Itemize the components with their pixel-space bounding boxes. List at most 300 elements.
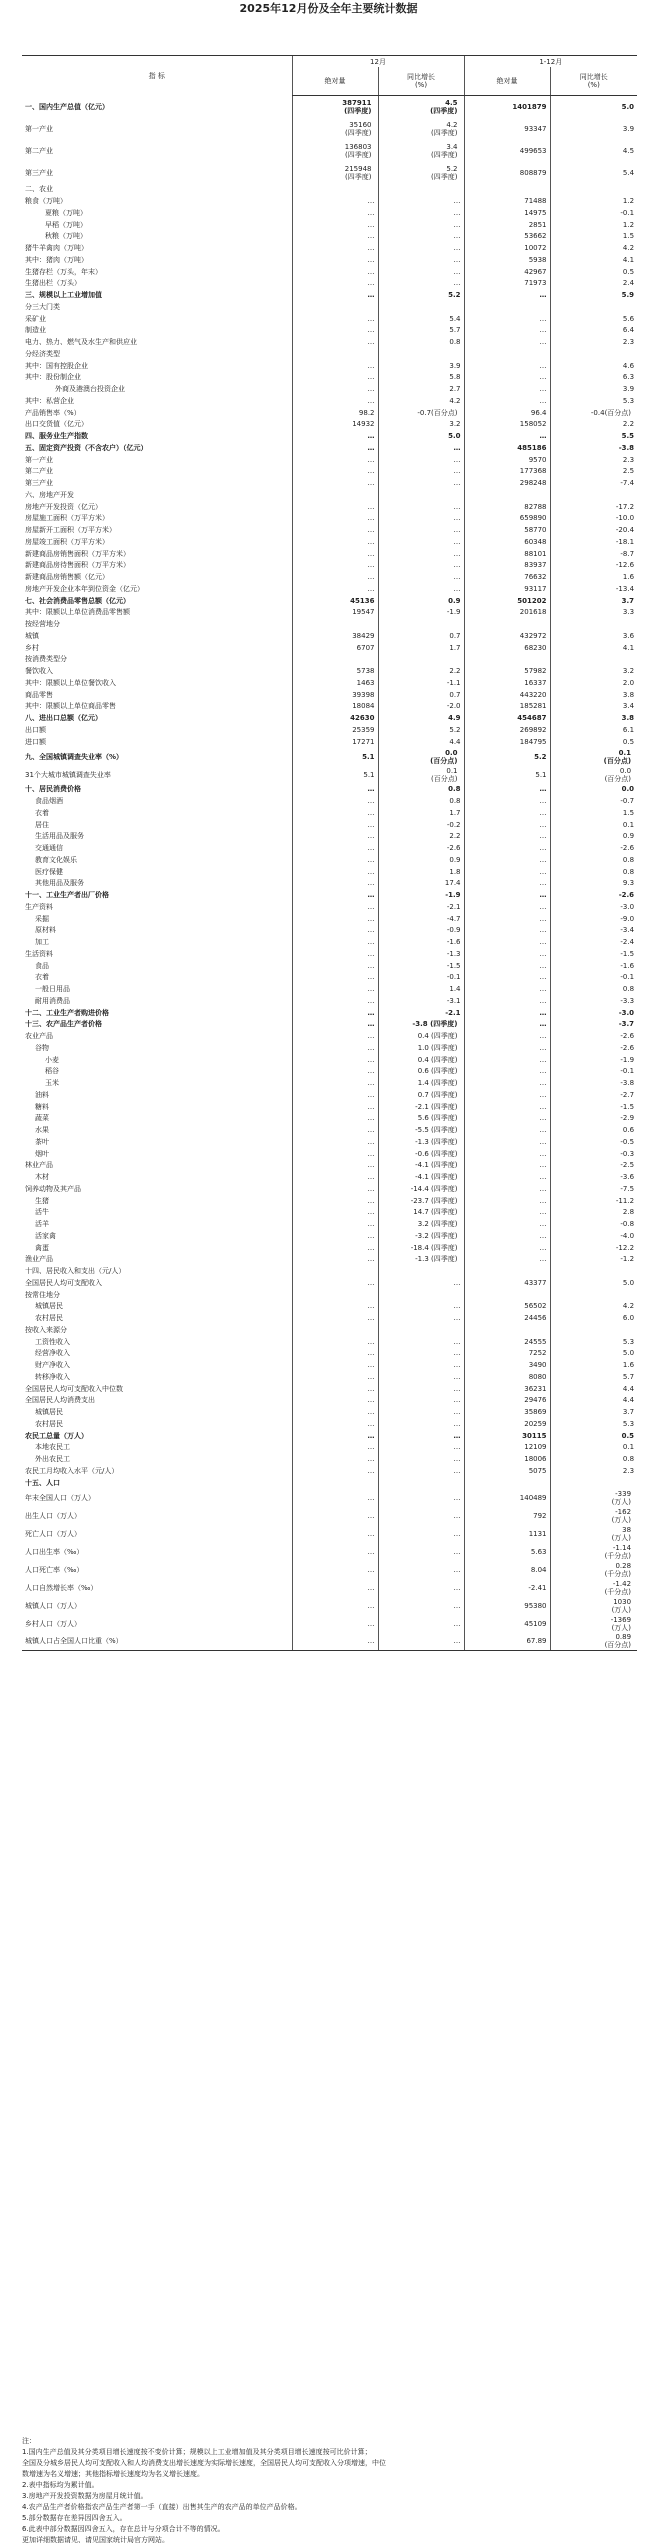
cell-dec-yoy: 5.2 (四季度) bbox=[378, 162, 464, 184]
cell-dec-abs: … bbox=[292, 1207, 378, 1219]
footnote-line: 4.农产品生产者价格指农产品生产者第一手（直接）出售其生产的农产品的单位产品价格。 bbox=[22, 2503, 302, 2511]
cell-ytd-yoy: 3.4 bbox=[550, 701, 637, 713]
cell-ytd-abs bbox=[464, 1289, 550, 1301]
cell-dec-yoy: … bbox=[378, 1418, 464, 1430]
footnote-line: 数增速为名义增速；其他指标增长速度均为名义增长速度。 bbox=[22, 2470, 204, 2478]
row-label: 小麦 bbox=[45, 1055, 59, 1064]
cell-ytd-abs: … bbox=[464, 1030, 550, 1042]
cell-dec-abs: … bbox=[292, 1442, 378, 1454]
cell-ytd-yoy: -1.5 bbox=[550, 948, 637, 960]
cell-dec-abs bbox=[292, 1265, 378, 1277]
cell-ytd-yoy bbox=[550, 618, 637, 630]
cell-dec-abs: … bbox=[292, 430, 378, 442]
cell-dec-abs: … bbox=[292, 254, 378, 266]
cell-dec-yoy: 0.8 bbox=[378, 336, 464, 348]
cell-ytd-abs: … bbox=[464, 1183, 550, 1195]
cell-ytd-abs: 499653 bbox=[464, 140, 550, 162]
cell-ytd-yoy: -2.5 bbox=[550, 1160, 637, 1172]
cell-ytd-yoy: 9.3 bbox=[550, 878, 637, 890]
table-row bbox=[22, 383, 637, 395]
cell-ytd-yoy: -2.6 bbox=[550, 889, 637, 901]
table-row bbox=[22, 677, 637, 689]
cell-dec-yoy bbox=[378, 1477, 464, 1489]
cell-ytd-yoy: -4.0 bbox=[550, 1230, 637, 1242]
cell-ytd-yoy: -2.6 bbox=[550, 1042, 637, 1054]
cell-ytd-yoy bbox=[550, 348, 637, 360]
cell-dec-abs: … bbox=[292, 536, 378, 548]
cell-ytd-abs: … bbox=[464, 960, 550, 972]
cell-ytd-yoy: 1.5 bbox=[550, 231, 637, 243]
table-row bbox=[22, 313, 637, 325]
row-label: 烟叶 bbox=[35, 1149, 49, 1158]
row-label: 商品零售 bbox=[25, 690, 53, 699]
cell-ytd-yoy: 5.3 bbox=[550, 1418, 637, 1430]
footnote-line: 注： bbox=[22, 2437, 36, 2445]
cell-ytd-abs: 93347 bbox=[464, 118, 550, 140]
cell-dec-abs bbox=[292, 1289, 378, 1301]
cell-dec-abs: … bbox=[292, 1543, 378, 1561]
cell-ytd-yoy: -3.8 bbox=[550, 1077, 637, 1089]
cell-ytd-yoy: -12.6 bbox=[550, 560, 637, 572]
cell-dec-yoy: 1.4 bbox=[378, 983, 464, 995]
table-row bbox=[22, 207, 637, 219]
cell-ytd-abs: 5.63 bbox=[464, 1543, 550, 1561]
cell-ytd-abs: 71488 bbox=[464, 195, 550, 207]
cell-dec-abs bbox=[292, 1324, 378, 1336]
cell-ytd-abs: … bbox=[464, 995, 550, 1007]
cell-dec-yoy: 0.8 bbox=[378, 784, 464, 796]
table-row bbox=[22, 1160, 637, 1172]
cell-dec-yoy: 14.7 (四季度) bbox=[378, 1207, 464, 1219]
cell-dec-yoy: 4.5 (四季度) bbox=[378, 96, 464, 118]
cell-ytd-yoy: 6.4 bbox=[550, 325, 637, 337]
cell-dec-abs: … bbox=[292, 1030, 378, 1042]
row-label: 其他用品及服务 bbox=[35, 879, 84, 888]
row-label: 乡村 bbox=[25, 643, 39, 652]
cell-ytd-abs: 1401879 bbox=[464, 96, 550, 118]
table-row bbox=[22, 925, 637, 937]
cell-ytd-yoy: 6.3 bbox=[550, 372, 637, 384]
cell-dec-yoy bbox=[378, 1324, 464, 1336]
cell-dec-abs: … bbox=[292, 1113, 378, 1125]
cell-dec-abs bbox=[292, 348, 378, 360]
cell-dec-yoy: 0.1 (百分点) bbox=[378, 766, 464, 784]
cell-ytd-abs: … bbox=[464, 925, 550, 937]
cell-ytd-abs: … bbox=[464, 1007, 550, 1019]
cell-ytd-abs: … bbox=[464, 289, 550, 301]
cell-ytd-yoy: 1.2 bbox=[550, 195, 637, 207]
cell-dec-yoy: … bbox=[378, 1348, 464, 1360]
cell-ytd-yoy: -1.5 bbox=[550, 1101, 637, 1113]
cell-ytd-abs: 808879 bbox=[464, 162, 550, 184]
cell-ytd-yoy: 3.7 bbox=[550, 595, 637, 607]
cell-ytd-yoy: -12.2 bbox=[550, 1242, 637, 1254]
cell-dec-yoy: -0.2 bbox=[378, 819, 464, 831]
cell-dec-yoy: … bbox=[378, 1453, 464, 1465]
cell-ytd-abs: … bbox=[464, 831, 550, 843]
cell-ytd-abs: 201618 bbox=[464, 607, 550, 619]
table-row bbox=[22, 948, 637, 960]
table-row bbox=[22, 595, 637, 607]
cell-ytd-yoy: -0.1 bbox=[550, 972, 637, 984]
cell-ytd-abs: … bbox=[464, 1160, 550, 1172]
cell-ytd-yoy: 3.9 bbox=[550, 118, 637, 140]
cell-dec-yoy: 0.8 bbox=[378, 795, 464, 807]
cell-ytd-abs: 14975 bbox=[464, 207, 550, 219]
cell-ytd-abs bbox=[464, 184, 550, 196]
table-row bbox=[22, 1489, 637, 1507]
cell-dec-abs: … bbox=[292, 948, 378, 960]
table-row bbox=[22, 889, 637, 901]
table-row bbox=[22, 972, 637, 984]
cell-dec-abs: 215948 (四季度) bbox=[292, 162, 378, 184]
row-label: 秋粮（万吨） bbox=[45, 232, 87, 241]
cell-dec-abs: … bbox=[292, 1579, 378, 1597]
cell-dec-yoy: 5.2 bbox=[378, 724, 464, 736]
cell-ytd-abs: 76632 bbox=[464, 571, 550, 583]
table-row bbox=[22, 807, 637, 819]
cell-dec-abs: … bbox=[292, 819, 378, 831]
cell-dec-abs: … bbox=[292, 795, 378, 807]
cell-ytd-yoy: 0.1 (百分点) bbox=[550, 748, 637, 766]
cell-dec-yoy: 1.0 (四季度) bbox=[378, 1042, 464, 1054]
table-row bbox=[22, 1030, 637, 1042]
cell-dec-abs: … bbox=[292, 1525, 378, 1543]
cell-dec-abs: … bbox=[292, 1089, 378, 1101]
cell-ytd-yoy: 5.6 bbox=[550, 313, 637, 325]
table-row bbox=[22, 301, 637, 313]
cell-dec-abs bbox=[292, 301, 378, 313]
cell-dec-abs: … bbox=[292, 1406, 378, 1418]
cell-ytd-yoy: 5.4 bbox=[550, 162, 637, 184]
cell-ytd-yoy bbox=[550, 1324, 637, 1336]
cell-dec-abs: … bbox=[292, 807, 378, 819]
cell-dec-abs: 42630 bbox=[292, 712, 378, 724]
cell-dec-abs: … bbox=[292, 1124, 378, 1136]
cell-dec-abs: … bbox=[292, 1183, 378, 1195]
cell-dec-yoy: 5.2 bbox=[378, 289, 464, 301]
table-row bbox=[22, 1579, 637, 1597]
cell-ytd-yoy: 5.3 bbox=[550, 1336, 637, 1348]
cell-dec-abs: … bbox=[292, 1066, 378, 1078]
cell-ytd-abs bbox=[464, 1324, 550, 1336]
cell-dec-yoy: -1.3 bbox=[378, 948, 464, 960]
table-row bbox=[22, 536, 637, 548]
cell-ytd-abs: 35869 bbox=[464, 1406, 550, 1418]
table-row bbox=[22, 1525, 637, 1543]
table-row bbox=[22, 1183, 637, 1195]
cell-ytd-yoy: 4.5 bbox=[550, 140, 637, 162]
table-row bbox=[22, 642, 637, 654]
cell-dec-yoy: 0.4 (四季度) bbox=[378, 1030, 464, 1042]
cell-ytd-abs: 30115 bbox=[464, 1430, 550, 1442]
cell-ytd-yoy: -0.4(百分点) bbox=[550, 407, 637, 419]
cell-ytd-yoy: 2.3 bbox=[550, 454, 637, 466]
table-row bbox=[22, 1230, 637, 1242]
cell-ytd-abs: 93117 bbox=[464, 583, 550, 595]
cell-dec-yoy: … bbox=[378, 583, 464, 595]
cell-ytd-abs bbox=[464, 1265, 550, 1277]
cell-ytd-abs: 67.89 bbox=[464, 1633, 550, 1651]
cell-ytd-abs: 2851 bbox=[464, 219, 550, 231]
header-period-december: 12月 bbox=[292, 56, 464, 68]
cell-ytd-yoy bbox=[550, 1477, 637, 1489]
table-row bbox=[22, 1359, 637, 1371]
cell-ytd-yoy: 6.1 bbox=[550, 724, 637, 736]
cell-ytd-abs: 71973 bbox=[464, 278, 550, 290]
row-label: 第三产业 bbox=[25, 479, 53, 488]
table-row bbox=[22, 1395, 637, 1407]
cell-ytd-abs: … bbox=[464, 1136, 550, 1148]
cell-ytd-abs: … bbox=[464, 972, 550, 984]
cell-dec-abs: … bbox=[292, 207, 378, 219]
row-label: 六、房地产开发 bbox=[25, 490, 74, 499]
document-title: 2025年12月份及全年主要统计数据 bbox=[239, 2, 418, 15]
cell-ytd-yoy: -3.7 bbox=[550, 1019, 637, 1031]
row-label: 制造业 bbox=[25, 326, 46, 335]
cell-dec-yoy: 5.8 bbox=[378, 372, 464, 384]
cell-ytd-yoy bbox=[550, 654, 637, 666]
cell-dec-abs bbox=[292, 489, 378, 501]
stats-table bbox=[22, 55, 637, 1651]
cell-ytd-abs: 29476 bbox=[464, 1395, 550, 1407]
cell-dec-abs: 6707 bbox=[292, 642, 378, 654]
cell-ytd-abs: … bbox=[464, 1054, 550, 1066]
cell-ytd-yoy: -3.4 bbox=[550, 925, 637, 937]
cell-ytd-abs: … bbox=[464, 983, 550, 995]
row-label: 房地产开发企业本年到位资金（亿元） bbox=[25, 584, 144, 593]
cell-ytd-yoy: 4.4 bbox=[550, 1395, 637, 1407]
cell-dec-abs: … bbox=[292, 842, 378, 854]
cell-ytd-abs: … bbox=[464, 901, 550, 913]
row-label: 其中：私营企业 bbox=[25, 396, 74, 405]
table-row bbox=[22, 866, 637, 878]
cell-dec-yoy: 17.4 bbox=[378, 878, 464, 890]
table-row bbox=[22, 348, 637, 360]
table-row bbox=[22, 1336, 637, 1348]
table-row bbox=[22, 1195, 637, 1207]
table-row bbox=[22, 901, 637, 913]
table-row bbox=[22, 560, 637, 572]
cell-dec-abs: … bbox=[292, 583, 378, 595]
cell-dec-abs bbox=[292, 618, 378, 630]
cell-ytd-abs: -2.41 bbox=[464, 1579, 550, 1597]
row-label: 房屋竣工面积（万平方米） bbox=[25, 537, 109, 546]
row-label: 外商及港澳台投资企业 bbox=[55, 385, 125, 394]
cell-ytd-abs: 53662 bbox=[464, 231, 550, 243]
table-row bbox=[22, 442, 637, 454]
row-label: 生猪存栏（万头，年末） bbox=[25, 267, 102, 276]
cell-ytd-abs: … bbox=[464, 854, 550, 866]
cell-ytd-abs: 95380 bbox=[464, 1597, 550, 1615]
cell-dec-abs: 25359 bbox=[292, 724, 378, 736]
table-row bbox=[22, 1371, 637, 1383]
cell-ytd-yoy: 5.0 bbox=[550, 1277, 637, 1289]
cell-ytd-yoy: -1.14 (千分点) bbox=[550, 1543, 637, 1561]
cell-ytd-yoy: 2.8 bbox=[550, 1207, 637, 1219]
cell-dec-abs: … bbox=[292, 1633, 378, 1651]
cell-ytd-yoy: -2.6 bbox=[550, 1030, 637, 1042]
cell-ytd-yoy: -0.8 bbox=[550, 1218, 637, 1230]
cell-dec-yoy: … bbox=[378, 1507, 464, 1525]
cell-ytd-abs: 20259 bbox=[464, 1418, 550, 1430]
header-abs-2: 绝对量 bbox=[464, 67, 550, 96]
row-label: 其中：限额以上单位消费品零售额 bbox=[25, 608, 130, 617]
row-label: 采矿业 bbox=[25, 314, 46, 323]
footnote-line: 6.此表中部分数据因四舍五入，存在总计与分项合计不等的情况。 bbox=[22, 2525, 225, 2533]
cell-dec-abs: … bbox=[292, 1042, 378, 1054]
row-label: 农村居民 bbox=[35, 1314, 63, 1323]
cell-dec-yoy: -3.2 (四季度) bbox=[378, 1230, 464, 1242]
row-label: 林业产品 bbox=[25, 1161, 53, 1170]
cell-dec-yoy: 4.9 bbox=[378, 712, 464, 724]
cell-dec-yoy: 5.0 bbox=[378, 430, 464, 442]
cell-ytd-yoy: -162 (万人) bbox=[550, 1507, 637, 1525]
cell-ytd-abs: … bbox=[464, 395, 550, 407]
cell-ytd-abs: 96.4 bbox=[464, 407, 550, 419]
cell-ytd-abs: 158052 bbox=[464, 419, 550, 431]
cell-dec-abs: … bbox=[292, 1195, 378, 1207]
table-row bbox=[22, 1507, 637, 1525]
cell-ytd-abs: 432972 bbox=[464, 630, 550, 642]
row-label: 外出农民工 bbox=[35, 1455, 70, 1464]
cell-ytd-abs: … bbox=[464, 1218, 550, 1230]
cell-ytd-abs bbox=[464, 1477, 550, 1489]
cell-dec-yoy: -1.1 bbox=[378, 677, 464, 689]
row-label: 城镇人口（万人） bbox=[25, 1601, 81, 1610]
table-row bbox=[22, 96, 637, 118]
row-label: 十、居民消费价格 bbox=[25, 785, 81, 794]
cell-ytd-abs: … bbox=[464, 819, 550, 831]
cell-dec-abs: … bbox=[292, 1489, 378, 1507]
row-label: 生活资料 bbox=[25, 949, 53, 958]
table-row bbox=[22, 1615, 637, 1633]
cell-dec-yoy: -1.3 (四季度) bbox=[378, 1254, 464, 1266]
cell-ytd-abs bbox=[464, 301, 550, 313]
cell-dec-abs: … bbox=[292, 548, 378, 560]
cell-dec-yoy: … bbox=[378, 1489, 464, 1507]
row-label: 本地农民工 bbox=[35, 1443, 70, 1452]
cell-ytd-abs: … bbox=[464, 383, 550, 395]
cell-dec-yoy: … bbox=[378, 1371, 464, 1383]
table-row bbox=[22, 831, 637, 843]
table-row bbox=[22, 795, 637, 807]
table-row bbox=[22, 477, 637, 489]
row-label: 全国居民人均可支配收入 bbox=[25, 1278, 102, 1287]
cell-ytd-abs: 43377 bbox=[464, 1277, 550, 1289]
table-row bbox=[22, 1348, 637, 1360]
cell-dec-yoy bbox=[378, 301, 464, 313]
table-row bbox=[22, 1418, 637, 1430]
cell-ytd-yoy: -0.5 bbox=[550, 1136, 637, 1148]
row-label: 五、固定资产投资（不含农户）（亿元） bbox=[25, 443, 148, 452]
table-row bbox=[22, 325, 637, 337]
cell-ytd-abs: … bbox=[464, 795, 550, 807]
cell-dec-abs: … bbox=[292, 195, 378, 207]
cell-dec-yoy: … bbox=[378, 1395, 464, 1407]
cell-ytd-yoy: 0.1 bbox=[550, 1442, 637, 1454]
cell-ytd-abs: … bbox=[464, 1230, 550, 1242]
header-yoy-2: 同比增长 (%) bbox=[550, 67, 637, 96]
cell-dec-yoy: … bbox=[378, 1277, 464, 1289]
row-label: 食品烟酒 bbox=[35, 797, 63, 806]
cell-dec-yoy: … bbox=[378, 1383, 464, 1395]
cell-ytd-yoy: 3.9 bbox=[550, 383, 637, 395]
table-row bbox=[22, 1301, 637, 1313]
cell-ytd-yoy: 0.89 (百分点) bbox=[550, 1633, 637, 1651]
cell-dec-abs: … bbox=[292, 1312, 378, 1324]
cell-ytd-abs: 298248 bbox=[464, 477, 550, 489]
table-row bbox=[22, 784, 637, 796]
cell-dec-yoy bbox=[378, 1265, 464, 1277]
cell-dec-yoy: 0.7 (四季度) bbox=[378, 1089, 464, 1101]
cell-dec-yoy: -1.9 bbox=[378, 607, 464, 619]
row-label: 电力、热力、燃气及水生产和供应业 bbox=[25, 338, 137, 347]
row-label: 农民工月均收入水平（元/人） bbox=[25, 1466, 119, 1475]
cell-ytd-abs: 8.04 bbox=[464, 1561, 550, 1579]
table-row bbox=[22, 1383, 637, 1395]
table-row bbox=[22, 336, 637, 348]
cell-dec-yoy: -3.1 bbox=[378, 995, 464, 1007]
cell-ytd-yoy: -0.1 bbox=[550, 1066, 637, 1078]
row-label: 按收入来源分 bbox=[25, 1325, 67, 1334]
cell-dec-yoy: 0.4 (四季度) bbox=[378, 1054, 464, 1066]
cell-ytd-yoy: 0.8 bbox=[550, 983, 637, 995]
row-label: 第二产业 bbox=[25, 146, 53, 155]
cell-dec-abs: … bbox=[292, 1160, 378, 1172]
cell-dec-yoy: -5.5 (四季度) bbox=[378, 1124, 464, 1136]
row-label: 蔬菜 bbox=[35, 1114, 49, 1123]
footnote-line: 5.部分数据存在差异因四舍五入。 bbox=[22, 2514, 127, 2522]
cell-ytd-yoy: -7.4 bbox=[550, 477, 637, 489]
cell-dec-yoy: -4.7 bbox=[378, 913, 464, 925]
cell-dec-yoy: -4.1 (四季度) bbox=[378, 1160, 464, 1172]
cell-dec-yoy: … bbox=[378, 1465, 464, 1477]
table-row bbox=[22, 195, 637, 207]
cell-dec-abs bbox=[292, 1477, 378, 1489]
cell-dec-abs: … bbox=[292, 1054, 378, 1066]
cell-ytd-abs: … bbox=[464, 430, 550, 442]
table-row bbox=[22, 1101, 637, 1113]
row-label: 教育文化娱乐 bbox=[35, 855, 77, 864]
cell-dec-yoy: -2.0 bbox=[378, 701, 464, 713]
cell-dec-yoy: -1.6 bbox=[378, 936, 464, 948]
table-row bbox=[22, 1561, 637, 1579]
cell-dec-abs: … bbox=[292, 219, 378, 231]
row-label: 三、规模以上工业增加值 bbox=[25, 291, 102, 300]
cell-ytd-abs: 659890 bbox=[464, 513, 550, 525]
cell-dec-yoy: -1.9 bbox=[378, 889, 464, 901]
cell-dec-abs bbox=[292, 184, 378, 196]
table-row bbox=[22, 1124, 637, 1136]
cell-dec-yoy: … bbox=[378, 219, 464, 231]
cell-ytd-abs: … bbox=[464, 913, 550, 925]
cell-ytd-yoy: 5.0 bbox=[550, 96, 637, 118]
row-label: 出口交货值（亿元） bbox=[25, 420, 88, 429]
cell-dec-abs: … bbox=[292, 1561, 378, 1579]
row-label: 其中：猪肉（万吨） bbox=[25, 255, 88, 264]
cell-dec-yoy: … bbox=[378, 524, 464, 536]
cell-dec-abs: … bbox=[292, 995, 378, 1007]
cell-dec-abs: … bbox=[292, 231, 378, 243]
cell-ytd-yoy: -3.8 bbox=[550, 442, 637, 454]
cell-ytd-yoy: 2.5 bbox=[550, 466, 637, 478]
cell-ytd-abs: … bbox=[464, 1148, 550, 1160]
cell-ytd-yoy: 3.2 bbox=[550, 665, 637, 677]
row-label: 茶叶 bbox=[35, 1137, 49, 1146]
cell-ytd-yoy: 0.6 bbox=[550, 1124, 637, 1136]
cell-ytd-yoy: 5.5 bbox=[550, 430, 637, 442]
